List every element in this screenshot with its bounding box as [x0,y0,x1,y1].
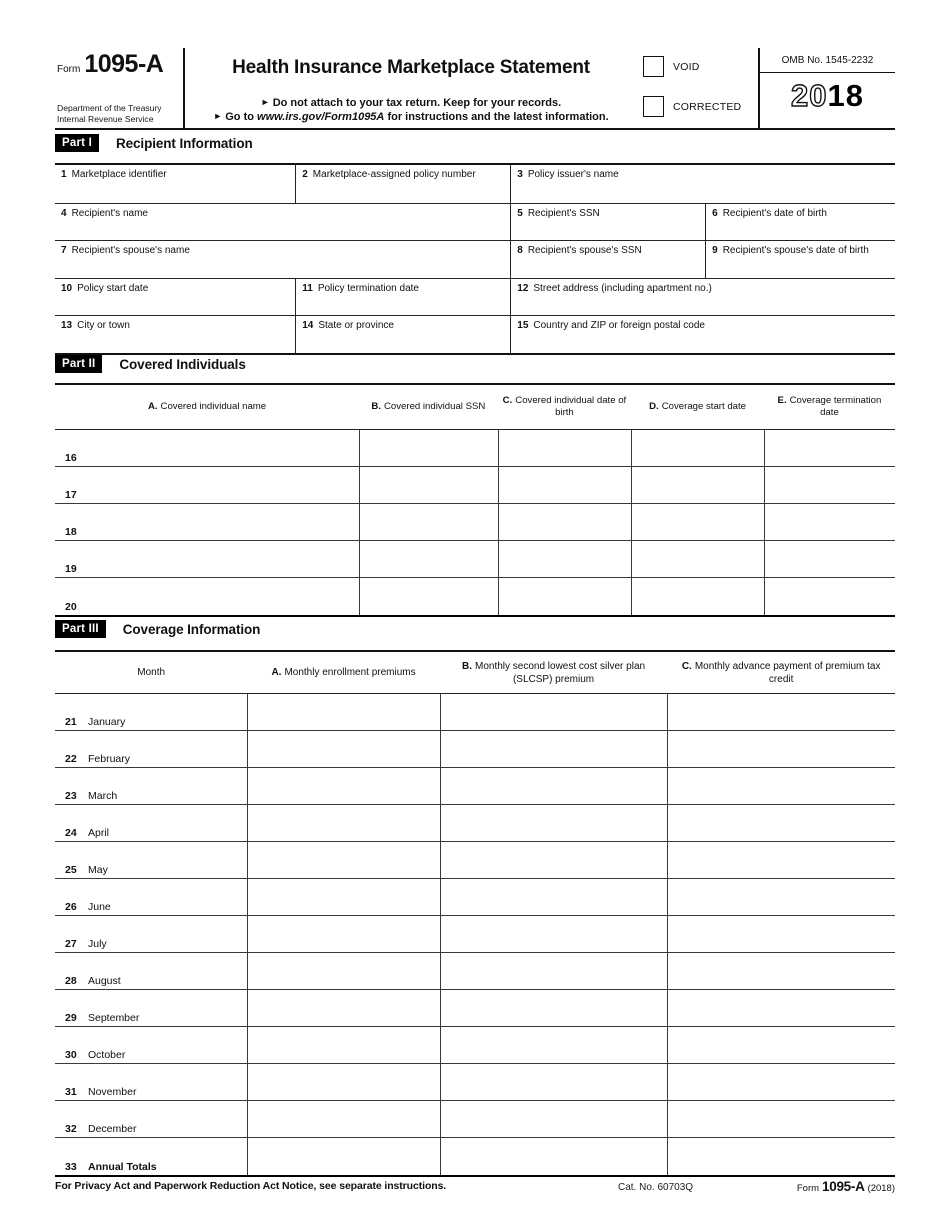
form-header [55,48,895,130]
part1-table [55,163,895,355]
amount-cell[interactable] [247,805,439,841]
col-advance-payment: C. Monthly advance payment of premium tax credit [681,660,881,685]
agency-block [57,103,162,125]
part2-badge: Part II [55,355,102,373]
coverage-month-row [55,953,895,990]
part3-rows [55,694,895,1175]
part2-title: Covered Individuals [119,356,246,372]
field-number: 6 [712,207,718,219]
amount-cell[interactable] [667,953,895,989]
amount-cell[interactable] [667,768,895,804]
coverage-month-row [55,842,895,879]
instructions [185,96,637,125]
instruction-line-2 [185,110,637,125]
catalog-number: Cat. No. 60703Q [618,1182,694,1193]
year-outline-digits: 20 [791,78,828,113]
amount-cell[interactable] [247,990,439,1026]
field-number: 2 [302,169,308,180]
field-number: 15 [517,320,529,332]
covered-individual-row [55,541,895,578]
name-entry-cell[interactable] [55,541,359,577]
field-number: 5 [517,207,523,219]
part3-header-row [55,652,895,694]
col-coverage-start: D. Coverage start date [649,400,746,412]
entry-cell[interactable] [764,541,895,577]
row-number: 25 [65,864,77,876]
form-number-block [55,48,185,128]
field-number: 11 [302,282,313,294]
month-cell [55,1064,247,1100]
entry-cell[interactable] [631,541,764,577]
month-label: April [88,827,110,839]
part2-table [55,383,895,617]
amount-cell[interactable] [247,1064,439,1100]
entry-cell[interactable] [359,430,498,466]
instruction-1-text: Do not attach to your tax return. Keep for your records. [272,96,562,109]
form-number: 1095-A [84,50,164,78]
field-label: City or town [77,320,130,332]
field-marketplace-identifier[interactable] [55,165,295,203]
amount-cell[interactable] [247,842,439,878]
field-number: 1 [61,169,67,180]
amount-cell[interactable] [440,768,668,804]
month-cell [55,879,247,915]
coverage-month-row [55,1027,895,1064]
field-policy-start-date[interactable] [55,278,295,316]
month-label: March [88,790,118,802]
amount-cell[interactable] [440,990,668,1026]
field-number: 13 [61,320,73,332]
part2-rows [55,430,895,615]
field-label: Policy issuer's name [527,169,619,180]
arrow-icon: ► [213,111,223,122]
field-spouse-dob[interactable] [705,240,895,278]
month-label: August [88,975,121,987]
month-cell [55,1027,247,1063]
coverage-month-row [55,731,895,768]
row-number: 32 [65,1123,77,1135]
month-cell [55,694,247,730]
row-number: 30 [65,1049,77,1061]
amount-cell[interactable] [247,879,439,915]
entry-cell[interactable] [764,467,895,503]
field-label: Recipient's date of birth [722,207,827,219]
amount-cell[interactable] [247,1101,439,1137]
field-number: 12 [517,282,529,294]
amount-cell[interactable] [440,1101,668,1137]
void-checkbox[interactable] [643,56,664,77]
coverage-month-row [55,916,895,953]
amount-cell[interactable] [667,694,895,730]
entry-cell[interactable] [498,578,632,615]
covered-individual-row [55,467,895,504]
amount-cell[interactable] [247,1027,439,1063]
instruction-2-prefix: Go to [225,111,254,124]
field-state[interactable] [295,315,510,353]
amount-cell[interactable] [667,731,895,767]
month-cell [55,916,247,952]
row-number: 33 [65,1161,77,1173]
row-number: 28 [65,975,77,987]
coverage-month-row [55,1138,895,1175]
row-number: 22 [65,753,77,765]
entry-cell[interactable] [359,541,498,577]
amount-cell[interactable] [440,731,668,767]
part3-section-header [55,620,260,638]
month-cell [55,1101,247,1137]
entry-cell[interactable] [498,541,632,577]
name-entry-cell[interactable] [55,578,359,615]
field-number: 14 [302,320,314,332]
entry-cell[interactable] [764,504,895,540]
covered-individual-row [55,578,895,615]
entry-cell[interactable] [631,430,764,466]
void-label: VOID [673,60,700,73]
form-url: www.irs.gov/Form1095A [257,111,385,124]
amount-cell[interactable] [247,694,439,730]
field-number: 8 [517,245,523,257]
amount-cell[interactable] [667,842,895,878]
month-cell [55,990,247,1026]
month-cell [55,953,247,989]
coverage-month-row [55,990,895,1027]
part3-table [55,650,895,1177]
field-label: Country and ZIP or foreign postal code [533,320,705,332]
month-cell [55,1138,247,1175]
month-label: November [88,1086,137,1098]
field-number: 9 [712,245,718,257]
amount-cell[interactable] [667,1064,895,1100]
year-bold-digits: 18 [827,78,864,113]
row-number: 16 [65,452,77,464]
field-label: Recipient's spouse's date of birth [722,245,869,257]
void-row [643,56,699,77]
month-label: June [88,901,111,913]
status-checkboxes [637,48,758,128]
corrected-checkbox[interactable] [643,96,664,117]
covered-individual-row [55,430,895,467]
part3-title: Coverage Information [122,621,261,637]
month-label: December [88,1123,137,1135]
month-label: October [88,1049,126,1061]
field-country-zip[interactable] [510,315,895,353]
entry-cell[interactable] [631,504,764,540]
entry-cell[interactable] [764,578,895,615]
field-number: 7 [61,245,67,257]
entry-cell[interactable] [631,578,764,615]
amount-cell[interactable] [667,1138,895,1175]
amount-cell[interactable] [667,1101,895,1137]
amount-cell[interactable] [440,805,668,841]
field-number: 3 [517,169,523,180]
field-label: Recipient's SSN [527,207,600,219]
field-city[interactable] [55,315,295,353]
coverage-month-row [55,879,895,916]
amount-cell[interactable] [440,1138,668,1175]
part1-title: Recipient Information [115,135,253,151]
field-label: Policy termination date [317,282,419,294]
field-label: Marketplace identifier [71,169,167,180]
field-label: Policy start date [77,282,149,294]
instruction-line-1 [185,96,637,111]
field-recipient-dob[interactable] [705,203,895,241]
field-street-address[interactable] [510,278,895,316]
entry-cell[interactable] [498,504,632,540]
agency-line-1: Department of the Treasury [57,102,162,113]
field-label: Recipient's spouse's SSN [527,245,642,257]
corrected-label: CORRECTED [673,100,742,113]
row-number: 17 [65,489,77,501]
amount-cell[interactable] [440,916,668,952]
amount-cell[interactable] [667,916,895,952]
entry-cell[interactable] [359,578,498,615]
month-cell [55,805,247,841]
amount-cell[interactable] [247,916,439,952]
row-number: 19 [65,563,77,575]
name-entry-cell[interactable] [55,504,359,540]
amount-cell[interactable] [247,1138,439,1175]
amount-cell[interactable] [247,768,439,804]
amount-cell[interactable] [440,1027,668,1063]
omb-year-block [758,48,895,128]
field-number: 4 [61,207,67,219]
field-policy-number[interactable] [295,165,510,203]
entry-cell[interactable] [359,504,498,540]
field-label: Street address (including apartment no.) [533,282,712,294]
field-label: Recipient's name [71,207,148,219]
col-slcsp-premium: B. Monthly second lowest cost silver plan (SLCSP) premium [461,660,646,685]
month-cell [55,842,247,878]
month-cell [55,768,247,804]
field-label: Recipient's spouse's name [71,245,190,257]
form-word: Form [57,64,81,75]
privacy-notice: For Privacy Act and Paperwork Reduction Act Notice, see separate instructions. [55,1180,447,1192]
footer-form-id: Form 1095-A (2018) [796,1179,895,1194]
amount-cell[interactable] [440,1064,668,1100]
col-covered-ssn: B. Covered individual SSN [371,400,486,412]
col-coverage-termination: E. Coverage termination date [777,394,882,418]
amount-cell[interactable] [667,1027,895,1063]
entry-cell[interactable] [359,467,498,503]
row-number: 31 [65,1086,77,1098]
part2-header-row [55,385,895,430]
amount-cell[interactable] [440,953,668,989]
coverage-month-row [55,805,895,842]
row-number: 26 [65,901,77,913]
month-label: July [88,938,107,950]
part1-section-header [55,134,253,152]
amount-cell[interactable] [440,842,668,878]
col-month: Month [137,667,166,678]
agency-line-2: Internal Revenue Service [57,113,154,124]
field-policy-issuer-name[interactable] [510,165,895,203]
name-entry-cell[interactable] [55,467,359,503]
part1-badge: Part I [55,134,99,152]
name-entry-cell[interactable] [55,430,359,466]
row-number: 24 [65,827,77,839]
field-label: State or province [318,320,394,332]
entry-cell[interactable] [631,467,764,503]
month-label: May [88,864,108,876]
field-label: Marketplace-assigned policy number [312,169,476,180]
amount-cell[interactable] [247,731,439,767]
month-label: Annual Totals [88,1161,157,1173]
coverage-month-row [55,768,895,805]
title-block [185,48,637,128]
row-number: 20 [65,601,77,613]
amount-cell[interactable] [667,879,895,915]
page-footer [55,1179,895,1201]
row-number: 21 [65,716,77,728]
amount-cell[interactable] [667,805,895,841]
coverage-month-row [55,1064,895,1101]
page-title: Health Insurance Marketplace Statement [232,57,590,78]
entry-cell[interactable] [498,467,632,503]
field-number: 10 [61,282,73,294]
month-label: January [88,716,126,728]
amount-cell[interactable] [440,694,668,730]
amount-cell[interactable] [440,879,668,915]
entry-cell[interactable] [498,430,632,466]
col-monthly-premiums: A. Monthly enrollment premiums [271,667,416,678]
row-number: 18 [65,526,77,538]
row-number: 23 [65,790,77,802]
part2-section-header [55,355,246,373]
omb-number: OMB No. 1545-2232 [760,48,895,73]
amount-cell[interactable] [247,953,439,989]
col-covered-dob: C. Covered individual date of birth [502,394,627,418]
row-number: 29 [65,1012,77,1024]
covered-individual-row [55,504,895,541]
part3-badge: Part III [55,620,106,638]
coverage-month-row [55,694,895,731]
tax-year [760,78,895,114]
corrected-row [643,96,741,117]
field-recipient-name[interactable] [55,203,510,241]
field-spouse-ssn[interactable] [510,240,705,278]
col-covered-name: A. Covered individual name [147,400,267,412]
month-label: September [88,1012,140,1024]
month-cell [55,731,247,767]
coverage-month-row [55,1101,895,1138]
field-spouse-name[interactable] [55,240,510,278]
month-label: February [88,753,131,765]
row-number: 27 [65,938,77,950]
form-number-line [57,50,178,79]
field-recipient-ssn[interactable] [510,203,705,241]
arrow-icon: ► [260,96,270,107]
field-policy-termination-date[interactable] [295,278,510,316]
instruction-2-suffix: for instructions and the latest information. [387,111,609,124]
amount-cell[interactable] [667,990,895,1026]
entry-cell[interactable] [764,430,895,466]
